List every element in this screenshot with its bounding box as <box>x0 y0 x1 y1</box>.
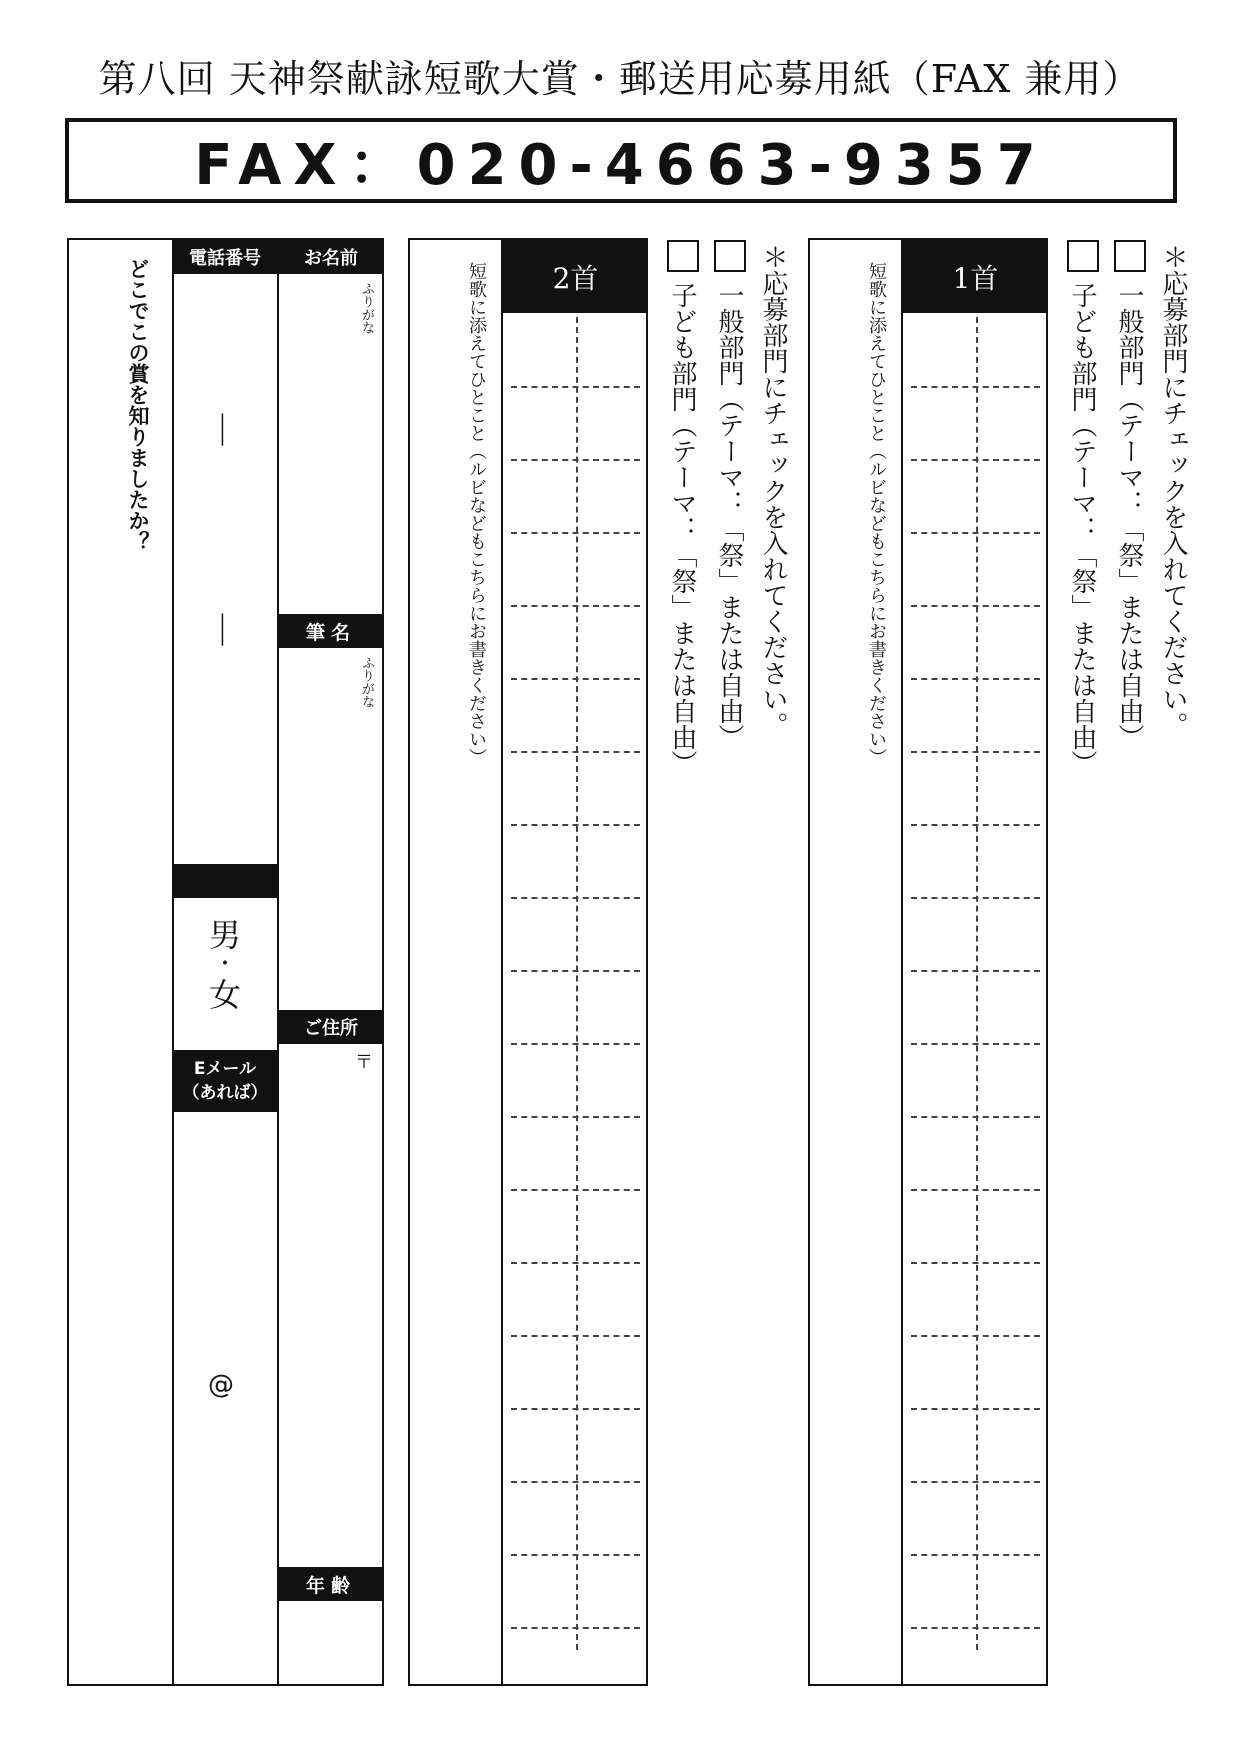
phone-separator: | <box>217 608 228 646</box>
name-field[interactable] <box>278 274 384 602</box>
poem-2-comment-label: 短歌に添えてひとこと（ルビなどもこちらにお書きください） <box>466 262 487 766</box>
age-label: 年齢 <box>278 1567 384 1601</box>
email-label-optional: （あれば） <box>182 1083 268 1103</box>
poem-2-comment-field[interactable] <box>410 240 501 1686</box>
address-label: ご住所 <box>278 1010 384 1044</box>
poem-2-header: 2首 <box>503 240 648 313</box>
phone-label: 電話番号 <box>173 240 277 274</box>
poem-2-grid[interactable] <box>503 313 648 1686</box>
poem-1-comment-label: 短歌に添えてひとこと（ルビなどもこちらにお書きください） <box>866 262 887 766</box>
center-guide-line <box>976 317 978 1650</box>
poem-1-general-label: 一般部門（テーマ：「祭」または自由） <box>1114 282 1144 750</box>
how-did-you-know-field[interactable] <box>69 240 172 1686</box>
poem-2-general-checkbox[interactable] <box>714 240 746 272</box>
poem-1-grid[interactable] <box>903 313 1048 1686</box>
poem-2-children-checkbox[interactable] <box>667 240 699 272</box>
poem-1-comment-field[interactable] <box>810 240 901 1686</box>
poem-1-children-checkbox[interactable] <box>1067 240 1099 272</box>
poem-2-panel <box>408 238 648 1686</box>
phone-separator: | <box>217 408 228 446</box>
fax-number-box: FAX：020-4663-9357 <box>65 118 1177 203</box>
poem-1-general-checkbox[interactable] <box>1114 240 1146 272</box>
gender-male[interactable]: 男 <box>208 916 241 954</box>
poem-2-children-label: 子ども部門（テーマ：「祭」または自由） <box>667 282 697 776</box>
email-label <box>173 1050 277 1112</box>
how-did-you-know-question: どこでこの賞を知りましたか？ <box>126 258 150 552</box>
poem-2-general-label: 一般部門（テーマ：「祭」または自由） <box>714 282 744 750</box>
poem-2-category-instruction: ＊応募部門にチェックを入れてください。 <box>758 244 788 738</box>
address-field[interactable] <box>278 1044 384 1554</box>
name-furigana-label: ふりがな <box>359 282 374 334</box>
name-label: お名前 <box>278 240 384 274</box>
poem-1-header: 1首 <box>903 240 1048 313</box>
poem-1-children-label: 子ども部門（テーマ：「祭」または自由） <box>1067 282 1097 776</box>
poem-1-panel <box>808 238 1048 1686</box>
age-field[interactable] <box>278 1601 384 1686</box>
page-title: 第八回 天神祭献詠短歌大賞・郵送用応募用紙（FAX 兼用） <box>98 57 1142 101</box>
poem-1-category-instruction: ＊応募部門にチェックを入れてください。 <box>1158 244 1188 738</box>
applicant-info-panel <box>67 238 384 1686</box>
gender-field[interactable] <box>173 898 277 1038</box>
at-sign: @ <box>208 1370 234 1400</box>
email-label-main: Eメール <box>193 1059 257 1079</box>
pen-name-label: 筆名 <box>278 614 384 648</box>
pen-name-field[interactable] <box>278 648 384 1010</box>
gender-female[interactable]: 女 <box>208 976 241 1014</box>
center-guide-line <box>576 317 578 1650</box>
gender-bar <box>173 864 277 898</box>
gender-separator: ・ <box>213 952 236 977</box>
pen-name-furigana-label: ふりがな <box>359 656 374 708</box>
postal-mark: 〒 <box>355 1052 373 1073</box>
